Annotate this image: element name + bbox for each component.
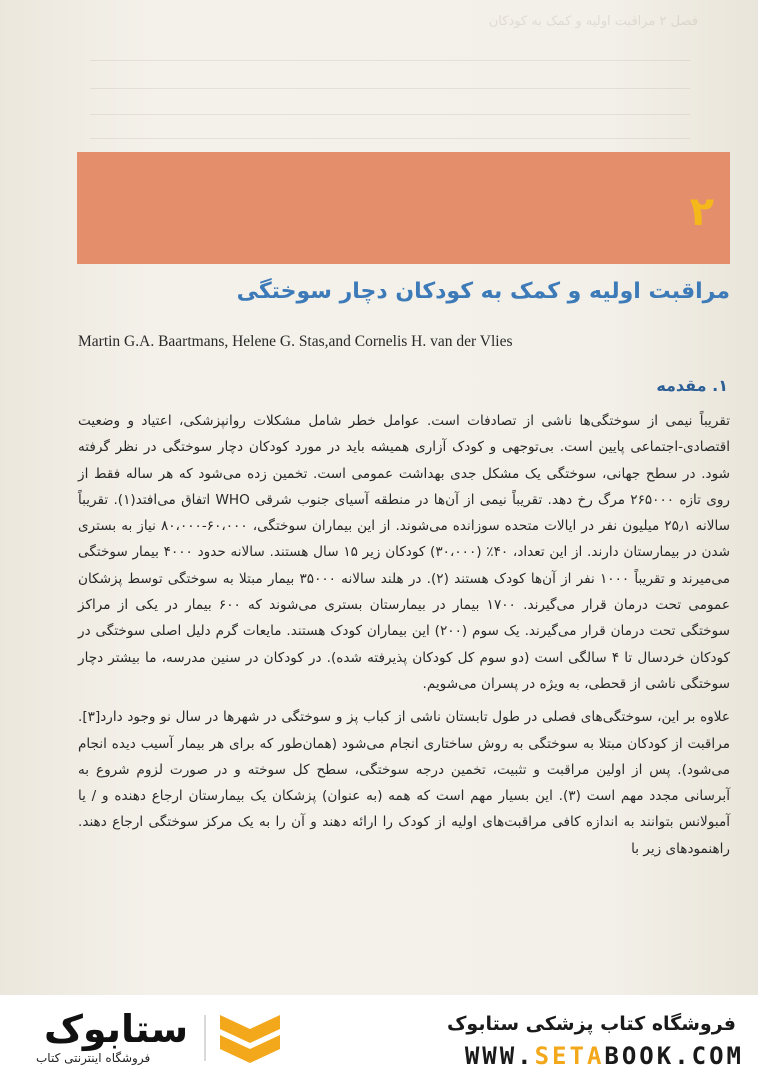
logo-wordmark: ستابوک: [44, 1007, 189, 1051]
site-highlight: SETA: [534, 1042, 605, 1070]
site-prefix: WWW.: [464, 1042, 535, 1070]
section-heading: ۱. مقدمه: [656, 376, 728, 395]
logo-subtitle: فروشگاه اینترنتی کتاب: [36, 1051, 151, 1065]
store-name: فروشگاه کتاب پزشکی ستابوک: [446, 1013, 736, 1035]
chapter-title: مراقبت اولیه و کمک به کودکان دچار سوختگی: [236, 279, 730, 304]
bleed-through-line: [90, 88, 690, 89]
chapter-banner: [77, 152, 730, 264]
book-logo-icon: [214, 1009, 286, 1067]
bleed-through-line: [90, 60, 690, 61]
bleed-through-line: [90, 138, 690, 139]
store-logo[interactable]: [22, 1007, 292, 1069]
chapter-number: ۲: [689, 189, 714, 235]
chapter-authors: Martin G.A. Baartmans, Helene G. Stas,and Cornelis H. van der Vlies: [78, 333, 513, 350]
site-suffix: BOOK.COM: [604, 1042, 744, 1070]
store-website-link[interactable]: [465, 1042, 744, 1070]
bleed-through-line: [90, 114, 690, 115]
store-footer-banner: [0, 995, 758, 1080]
logo-divider: [204, 1015, 206, 1061]
body-text: [78, 408, 730, 862]
paragraph: تقریباً نیمی از سوختگی‌ها ناشی از تصادفات است. عوامل خطر شامل مشکلات روانپزشکی، اعتیاد و وضعیت اقتصادی-اجتماعی پایین است. بی‌توجهی و کودک آزاری همیشه باید در مورد کودکان دچار سوختگی در نظر گرفته شود. در سطح جهانی، سوختگی یک مشکل جدی بهداشت عمومی است. تخمین زده می‌شود که هر ساله فقط از روی تازه ۲۶۵۰۰۰ مرگ رخ دهد. تقریباً نیمی از آن‌ها در منطقه آسیای جنوب شرقی WHO اتفاق می‌افتد(۱). تقریباً سالانه ۲۵٫۱ میلیون نفر در ایالات متحده سوزانده می‌شوند. از این بیماران سوختگی، ۶۰،۰۰۰-۸۰،۰۰۰ نیاز به بستری شدن در بیمارستان دارند. از این تعداد، ۴۰٪ (۳۰،۰۰۰) کودکان زیر ۱۵ سال هستند. سالانه حدود ۴۰۰۰ بیمار سوختگی می‌میرند و تقریباً ۱۰۰۰ نفر از آن‌ها کودک هستند (۲). در هلند سالانه ۳۵۰۰۰ بیمار مبتلا به سوختگی توسط پزشکان عمومی تحت درمان قرار می‌گیرند. ۱۷۰۰ بیمار در بیمارستان بستری می‌شوند که ۶۰۰ بیمار در یکی از مراکز سوختگی تحت درمان قرار می‌گیرند. یک سوم (۲۰۰) این بیماران کودک هستند. مایعات گرم دلیل اصلی سوختگی در کودکان خردسال تا ۴ سالگی است (دو سوم کل کودکان پذیرفته شده). در کودکان در سنین مدرسه، ما بیشتر دچار سوختگی ناشی از قحطی، به ویژه در پسران می‌شویم.: [78, 413, 731, 692]
paragraph: علاوه بر این، سوختگی‌های فصلی در طول تابستان ناشی از کباب پز و سوختگی در شهرها در سال نو وجود دارد[۳]. مراقبت از کودکان مبتلا به سوختگی به روش ساختاری انجام می‌شود (همان‌طور که برای هر بیمار آسیب دیده انجام می‌شود). پس از اولین مراقبت و تثبیت، تخمین درجه سوختگی، سطح کل سوخته و در صورت لزوم شروع به آبرسانی مجدد مهم است (۳). این بسیار مهم است که همه (به عنوان) پزشکان یک بیمارستان ارجاع دهنده و / یا آمبولانس بتوانند به اندازه کافی مراقبت‌های اولیه از کودک را ارائه دهند و آن را به یک مرکز سوختگی ارجاع دهند. راهنمودهای زیر با: [78, 709, 730, 857]
bleed-through-text: فصل ۲ مراقبت اولیه و کمک به کودکان: [488, 14, 698, 29]
